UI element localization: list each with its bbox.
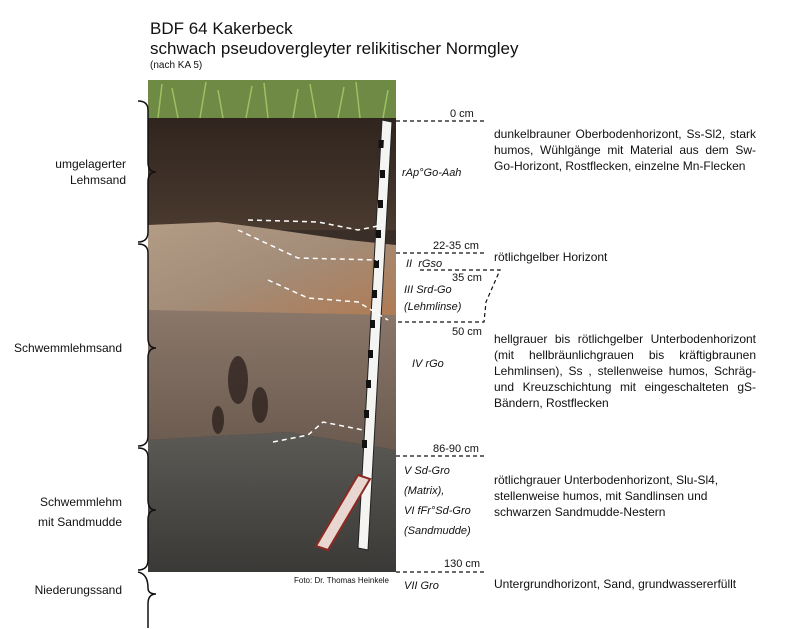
description-4: rötlichgrauer Unterbodenhorizont, Slu-Sl4, stellenweise humos, mit Sandlinsen und schwarzen Sandmudde-Nestern <box>494 473 719 519</box>
depth-label-0: 0 cm <box>450 108 474 120</box>
subtitle: schwach pseudovergleyter relikitischer Normgley <box>150 39 519 58</box>
depth-label-22-35: 22-35 cm <box>433 240 479 252</box>
substrate-label-schwemmlehmsand: Schwemmlehmsand <box>13 341 122 355</box>
horizon-name-2: II rGso <box>406 258 443 270</box>
depth-label-35: 35 cm <box>452 272 482 284</box>
brace-1 <box>138 101 156 242</box>
substrate-braces <box>138 101 156 628</box>
brace-3 <box>138 448 156 570</box>
substrate-label-niederungssand: Niederungssand <box>34 583 122 597</box>
description-2: rötlichgelber Horizont <box>494 250 608 264</box>
title: BDF 64 Kakerbeck <box>150 19 293 38</box>
horizon-name-7: VII Gro <box>404 580 439 592</box>
horizon-name-5: V Sd-Gro (Matrix), VI fFr°Sd-Gro (Sandmudde) <box>404 465 471 537</box>
substrate-label-lehmsand: umgelagerter Lehmsand <box>55 157 126 187</box>
depth-label-86-90: 86-90 cm <box>433 443 479 455</box>
classification-note: (nach KA 5) <box>150 60 203 71</box>
substrate-label-schwemmlehm: Schwemmlehm mit Sandmudde <box>37 495 122 529</box>
description-1: dunkelbrauner Oberbodenhorizont, Ss-Sl2, stark humos, Wühlgänge mit Material aus dem Sw-Go-Horizont, Rostflecken, einzelne Mn-Flecken <box>494 127 756 173</box>
horizon-name-4: IV rGo <box>412 358 444 370</box>
brace-4 <box>138 572 156 628</box>
description-3: hellgrauer bis rötlichgelber Unterbodenhorizont (mit hellbräunlichgrauen bis kräftigbraunen Lehmlinsen), Ss , stellenweise humos, Schräg- und Kreuzschichtung mit eingeschalteten gS-Bändern, Rostflecken <box>494 332 756 410</box>
brace-2 <box>138 244 156 446</box>
horizon-name-3: III Srd-Go (Lehmlinse) <box>404 284 462 313</box>
photo-credit: Foto: Dr. Thomas Heinkele <box>294 576 390 585</box>
horizon-name-1: rAp°Go-Aah <box>402 167 462 179</box>
description-5: Untergrundhorizont, Sand, grundwassererfüllt <box>494 577 737 591</box>
depth-label-50: 50 cm <box>452 326 482 338</box>
depth-label-130: 130 cm <box>444 558 481 570</box>
